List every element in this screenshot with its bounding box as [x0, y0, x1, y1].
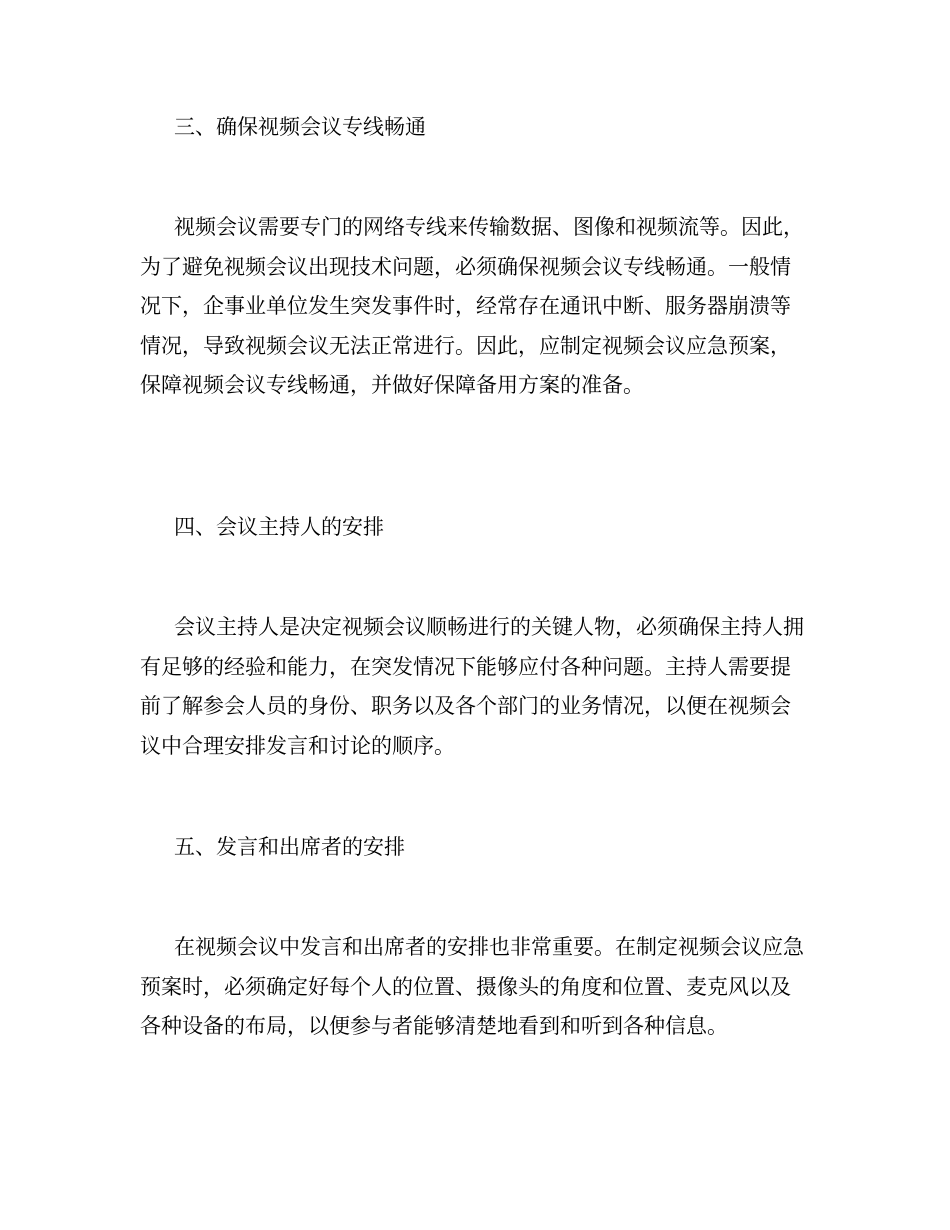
section-paragraph-4: 会议主持人是决定视频会议顺畅进行的关键人物，必须确保主持人拥有足够的经验和能力，在突发情况下能够应付各种问题。主持人需要提前了解参会人员的身份、职务以及各个部门的业务情况，以便在视频会议中合理安排发言和讨论的顺序。 [140, 615, 804, 758]
section-heading-4: 四、会议主持人的安排 [174, 515, 384, 539]
section-paragraph-5: 在视频会议中发言和出席者的安排也非常重要。在制定视频会议应急预案时，必须确定好每个人的位置、摄像头的角度和位置、麦克风以及各种设备的布局，以便参与者能够清楚地看到和听到各种信息。 [140, 935, 804, 1038]
section-paragraph-3: 视频会议需要专门的网络专线来传输数据、图像和视频流等。因此，为了避免视频会议出现技术问题，必须确保视频会议专线畅通。一般情况下，企事业单位发生突发事件时，经常存在通讯中断、服务器崩溃等情况，导致视频会议无法正常进行。因此，应制定视频会议应急预案，保障视频会议专线畅通，并做好保障备用方案的准备。 [140, 215, 804, 397]
section-heading-3: 三、确保视频会议专线畅通 [174, 115, 426, 139]
section-heading-5: 五、发言和出席者的安排 [174, 835, 405, 859]
